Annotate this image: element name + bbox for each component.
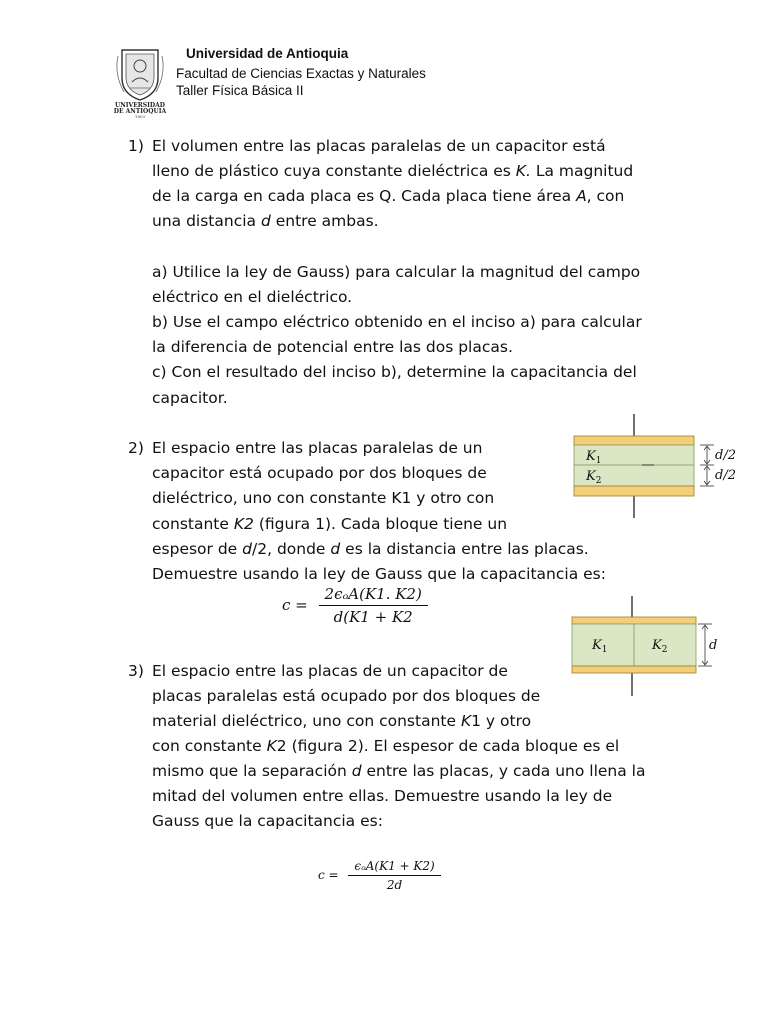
problem-2-line: espesor de d/2, donde d es la distancia entre las placas. xyxy=(152,540,589,558)
problem-1-item: eléctrico en el dieléctrico. xyxy=(152,288,353,306)
equation-lhs: c = xyxy=(318,868,339,882)
problem-1-item: a) Utilice la ley de Gauss) para calcular la magnitud del campo xyxy=(152,263,641,281)
equation-numerator: ϵₒA(K1 + K2) xyxy=(348,859,440,876)
label-d-half-bottom: d/2 xyxy=(715,468,736,483)
problem-3-line: placas paralelas está ocupado por dos bloques de xyxy=(152,687,541,705)
university-seal-logo xyxy=(112,44,168,118)
italic-symbol: K. xyxy=(515,162,531,180)
equation-denominator: 2d xyxy=(386,878,403,892)
italic-symbol: K xyxy=(266,737,277,755)
problem-2-line: Demuestre usando la ley de Gauss que la capacitancia es: xyxy=(152,565,606,583)
plate-bottom xyxy=(572,666,696,673)
svg-text:DE ANTIOQUIA: DE ANTIOQUIA xyxy=(113,108,167,115)
header-course: Taller Física Básica II xyxy=(176,83,304,98)
problem-1-item: la diferencia de potencial entre las dos placas. xyxy=(152,338,513,356)
equation-denominator: d(K1 + K2 xyxy=(333,608,413,626)
label-k2: $K_2$ xyxy=(586,469,602,486)
problem-3-line: El espacio entre las placas de un capacitor de xyxy=(152,662,508,680)
problem-1-line: El volumen entre las placas paralelas de un capacitor está xyxy=(152,137,606,155)
equation-series-capacitance xyxy=(282,585,428,626)
italic-symbol: d xyxy=(260,212,271,230)
label-k1: $K_1$ xyxy=(592,638,608,655)
figure-1-capacitor-series xyxy=(568,414,748,518)
label-k1: $K_1$ xyxy=(586,449,602,466)
label-k2: $K_2$ xyxy=(652,638,668,655)
problem-3-number: 3) xyxy=(128,662,144,680)
italic-symbol: d xyxy=(351,762,362,780)
header-university: Universidad de Antioquia xyxy=(186,46,349,61)
problem-1-item: c) Con el resultado del inciso b), determine la capacitancia del xyxy=(152,363,637,381)
italic-symbol: d xyxy=(242,540,252,558)
italic-symbol: K xyxy=(460,712,472,730)
equation-numerator: 2ϵₒA(K1. K2) xyxy=(319,585,428,606)
problem-3-line: Gauss que la capacitancia es: xyxy=(152,812,383,830)
svg-text:UNIVERSIDAD: UNIVERSIDAD xyxy=(115,102,165,109)
italic-symbol: K2 xyxy=(233,515,254,533)
header-faculty: Facultad de Ciencias Exactas y Naturales xyxy=(176,66,426,81)
italic-symbol: d xyxy=(330,540,341,558)
plate-top xyxy=(574,436,694,445)
svg-text:1803: 1803 xyxy=(134,114,146,118)
problem-1-item: capacitor. xyxy=(152,389,228,407)
problem-2-line: dieléctrico, uno con constante K1 y otro con xyxy=(152,489,495,507)
problem-3-line: mismo que la separación d entre las placas, y cada uno llena la xyxy=(152,762,646,780)
problem-3-line: mitad del volumen entre ellas. Demuestre usando la ley de xyxy=(152,787,613,805)
problem-2-line: constante K2 (figura 1). Cada bloque tiene un xyxy=(152,515,508,533)
problem-1-line: lleno de plástico cuya constante dieléctrica es K. La magnitud xyxy=(152,162,634,180)
label-d-half-top: d/2 xyxy=(715,448,736,463)
problem-1-item: b) Use el campo eléctrico obtenido en el inciso a) para calcular xyxy=(152,313,642,331)
figure-2-capacitor-parallel xyxy=(566,596,736,696)
plate-top xyxy=(572,617,696,624)
equation-lhs: c = xyxy=(282,595,308,614)
problem-2-number: 2) xyxy=(128,439,144,457)
equation-parallel-capacitance xyxy=(318,859,441,892)
problem-3-line: material dieléctrico, uno con constante K1 y otro xyxy=(152,712,532,730)
italic-symbol: A xyxy=(576,187,587,205)
problem-2-line: El espacio entre las placas paralelas de un xyxy=(152,439,483,457)
problem-1-number: 1) xyxy=(128,137,144,155)
problem-1-line: una distancia d entre ambas. xyxy=(152,212,379,230)
problem-2-line: capacitor está ocupado por dos bloques de xyxy=(152,464,487,482)
problem-3-line: con constante K2 (figura 2). El espesor de cada bloque es el xyxy=(152,737,620,755)
label-d: d xyxy=(709,638,718,653)
problem-1-line: de la carga en cada placa es Q. Cada placa tiene área A, con xyxy=(152,187,625,205)
plate-bottom xyxy=(574,486,694,496)
